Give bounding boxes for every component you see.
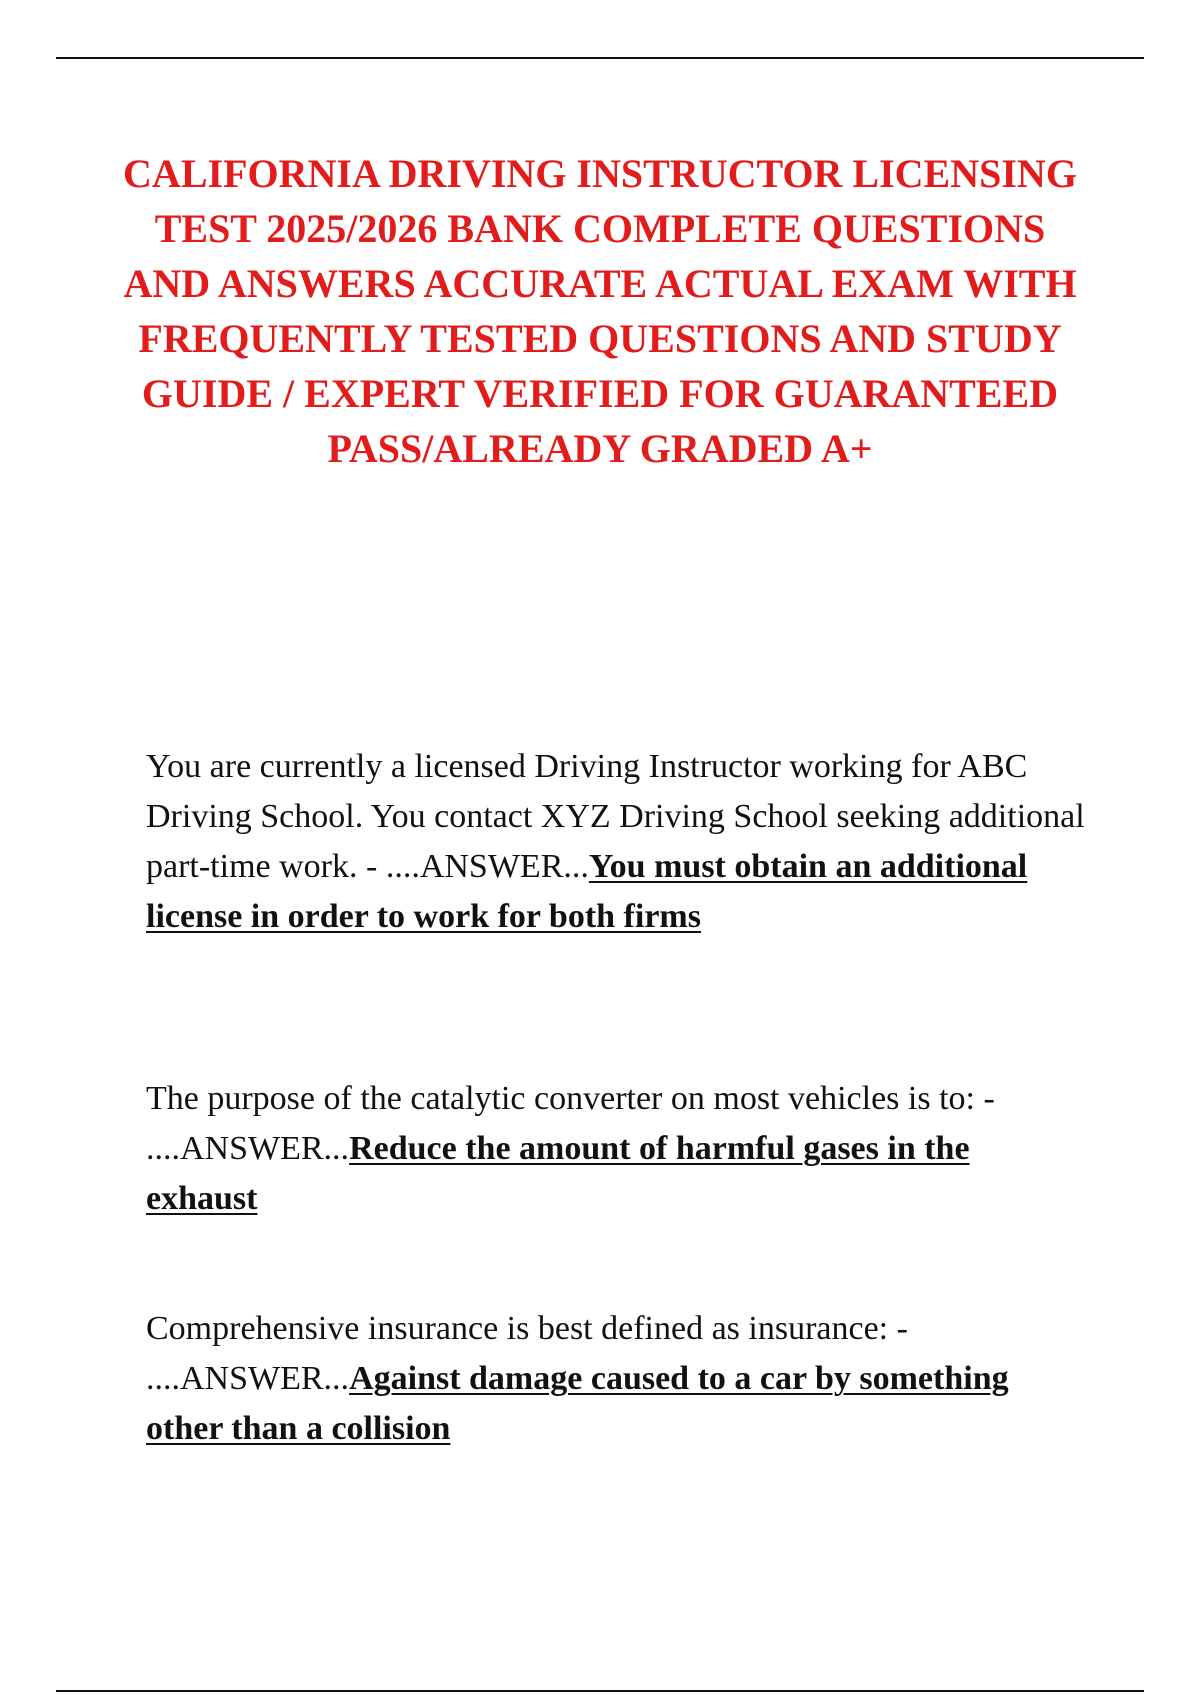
document-title: CALIFORNIA DRIVING INSTRUCTOR LICENSING TEST 2025/2026 BANK COMPLETE QUESTIONS AND ANSWERS ACCURATE ACTUAL EXAM WITH FREQUENTLY TESTED QUESTIONS AND STUDY GUIDE / EXPERT VERIFIED FOR GUARANTEED PASS/ALREADY GRADED A+ bbox=[123, 151, 1077, 471]
qa-item bbox=[146, 742, 1086, 942]
answer-marker: - ....ANSWER... bbox=[146, 1310, 908, 1397]
answer-marker: - ....ANSWER... bbox=[146, 1080, 995, 1167]
qa-item bbox=[146, 1304, 1086, 1454]
qa-item bbox=[146, 1074, 1086, 1224]
answer-text: Against damage caused to a car by something other than a collision bbox=[146, 1360, 1009, 1447]
question-text: Comprehensive insurance is best defined as insurance: bbox=[146, 1310, 889, 1347]
top-divider bbox=[56, 57, 1144, 59]
question-text: You are currently a licensed Driving Instructor working for ABC Driving School. You contact XYZ Driving School seeking additional part-time work. bbox=[146, 748, 1085, 885]
answer-text: Reduce the amount of harmful gases in the exhaust bbox=[146, 1130, 970, 1217]
question-text: The purpose of the catalytic converter on most vehicles is to: bbox=[146, 1080, 975, 1117]
answer-marker: - ....ANSWER... bbox=[357, 848, 589, 885]
answer-text: You must obtain an additional license in order to work for both firms bbox=[146, 848, 1028, 935]
bottom-divider bbox=[56, 1690, 1144, 1692]
